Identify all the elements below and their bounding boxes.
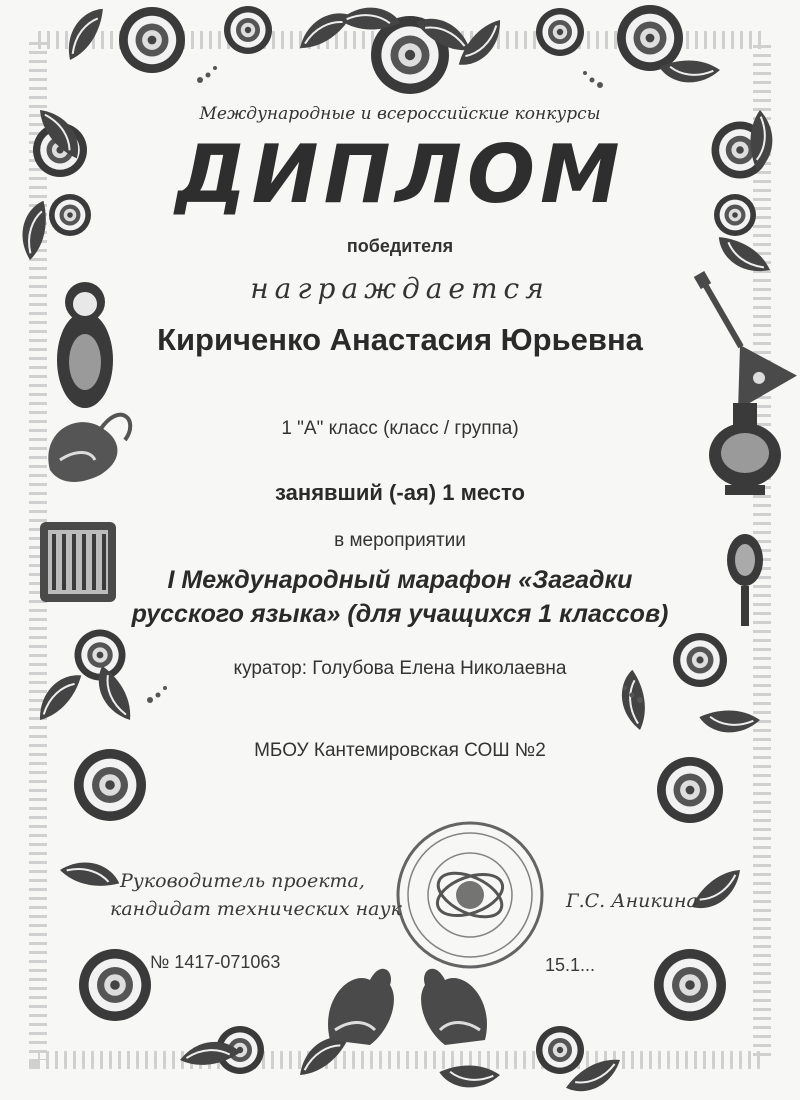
curator-line: куратор: Голубова Елена Николаевна [233, 658, 567, 679]
event-name-line-2: русского языка» (для учащихся 1 классов) [131, 600, 669, 628]
event-name-line-1: I Международный марафон «Загадки [167, 566, 633, 594]
contest-header: Международные и всероссийские конкурсы [199, 104, 601, 124]
awarded-label: награждается [250, 272, 550, 305]
recipient-name: Кириченко Анастасия Юрьевна [157, 322, 643, 357]
signatory-role-line-2: кандидат технических наук [110, 898, 402, 920]
diploma-subtitle: победителя [346, 236, 454, 256]
diploma-title: ДИПЛОМ [175, 128, 625, 221]
school-name: МБОУ Кантемировская СОШ №2 [254, 740, 546, 761]
place-line: занявший (-ая) 1 место [275, 480, 525, 505]
class-line: 1 "А" класс (класс / группа) [281, 418, 519, 439]
registration-date: 15.1... [545, 955, 596, 975]
signatory-role-line-1: Руководитель проекта, [120, 870, 365, 892]
event-intro: в мероприятии [334, 530, 466, 551]
signatory-name: Г.С. Аникина [566, 890, 698, 912]
registration-number: № 1417-071063 [150, 952, 281, 972]
